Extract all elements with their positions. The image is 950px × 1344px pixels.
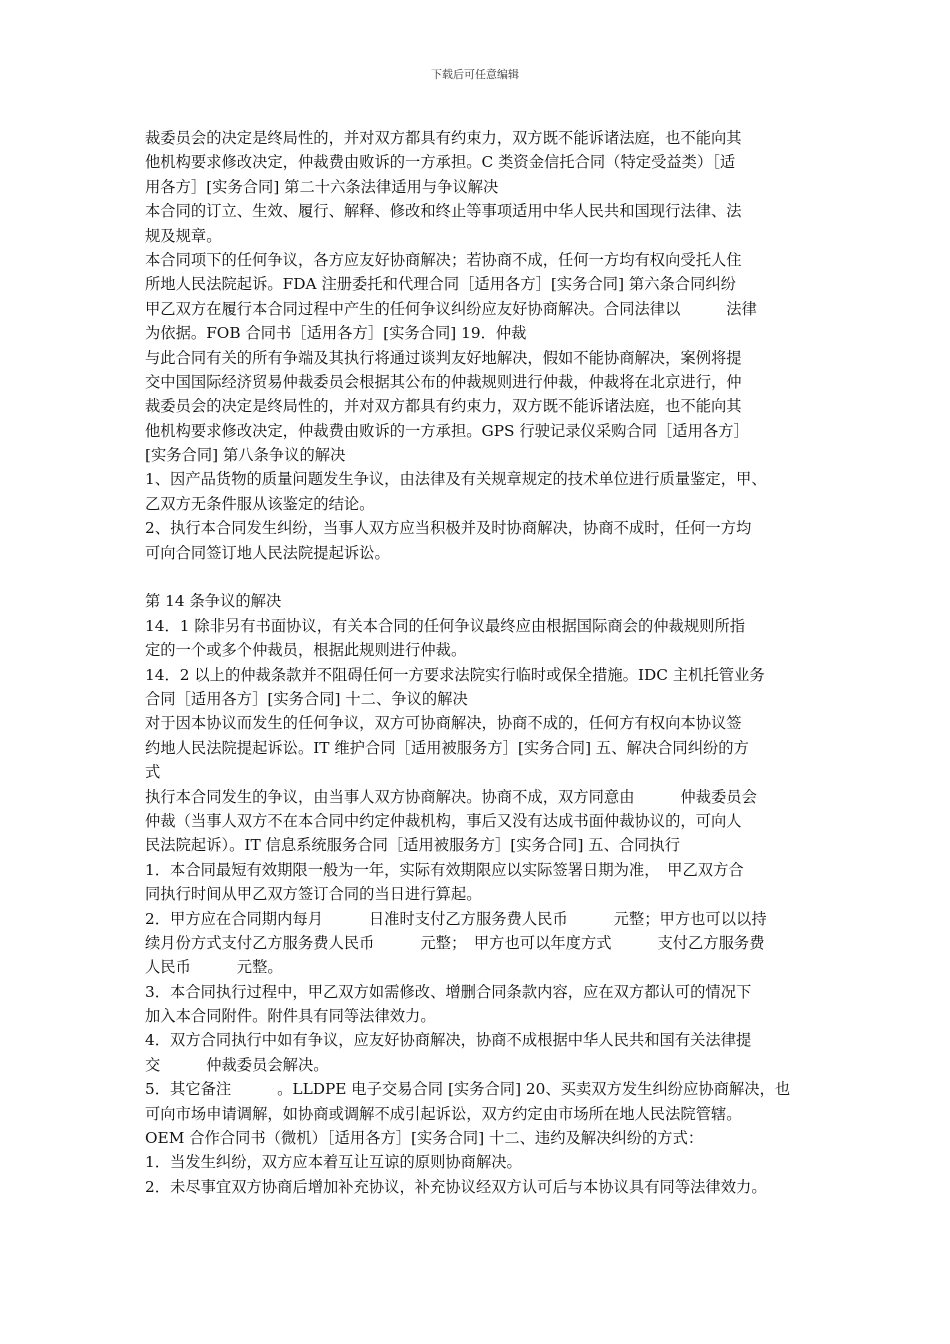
text-line: 与此合同有关的所有争端及其执行将通过谈判友好地解决，假如不能协商解决，案例将提 — [145, 348, 742, 367]
text-line: 交中国国际经济贸易仲裁委员会根据其公布的仲裁规则进行仲裁，仲裁将在北京进行，仲 — [145, 372, 742, 391]
text-line: 2、执行本合同发生纠纷，当事人双方应当积极并及时协商解决，协商不成时，任何一方均 — [145, 519, 752, 538]
text-line: 1、因产品货物的质量问题发生争议，由法律及有关规章规定的技术单位进行质量鉴定，甲、 — [145, 470, 767, 489]
text-line: 定的一个或多个仲裁员，根据此规则进行仲裁。 — [145, 641, 467, 660]
text-line: 裁委员会的决定是终局性的，并对双方都具有约束力，双方既不能诉诸法庭，也不能向其 — [145, 397, 742, 416]
text-line: 他机构要求修改决定，仲裁费由败诉的一方承担。GPS 行驶记录仪采购合同［适用各方］ — [145, 421, 749, 440]
text-line: 本合同项下的任何争议，各方应友好协商解决；若协商不成，任何一方均有权向受托人住 — [145, 250, 742, 269]
text-line: 5．其它备注 。LLDPE 电子交易合同 [实务合同] 20、买卖双方发生纠纷应协商解决，也 — [145, 1080, 791, 1099]
text-line: 所地人民法院起诉。FDA 注册委托和代理合同［适用各方］[实务合同] 第六条合同纠纷 — [145, 275, 736, 294]
text-line: 14．1 除非另有书面协议，有关本合同的任何争议最终应由根据国际商会的仲裁规则所指 — [145, 616, 746, 635]
text-line: 乙双方无条件服从该鉴定的结论。 — [145, 494, 375, 513]
text-line: 他机构要求修改决定，仲裁费由败诉的一方承担。C 类资金信托合同（特定受益类）［适 — [145, 153, 736, 172]
text-line: 同执行时间从甲乙双方签订合同的当日进行算起。 — [145, 885, 482, 904]
text-line: 甲乙双方在履行本合同过程中产生的任何争议纠纷应友好协商解决。合同法律以 法律 — [145, 299, 757, 318]
text-line: 对于因本协议而发生的任何争议，双方可协商解决，协商不成的，任何方有权向本协议签 — [145, 714, 742, 733]
text-line: 2．甲方应在合同期内每月 日准时支付乙方服务费人民币 元整；甲方也可以以持 — [145, 909, 767, 928]
document-body — [145, 126, 820, 1199]
text-line: 裁委员会的决定是终局性的，并对双方都具有约束力，双方既不能诉诸法庭，也不能向其 — [145, 129, 742, 147]
text-line: 交 仲裁委员会解决。 — [145, 1055, 329, 1074]
text-line: 4．双方合同执行中如有争议，应友好协商解决，协商不成根据中华人民共和国有关法律提 — [145, 1031, 752, 1050]
text-line: 3．本合同执行过程中，甲乙双方如需修改、增删合同条款内容，应在双方都认可的情况下 — [145, 982, 752, 1001]
page-header: 下载后可任意编辑 — [431, 68, 519, 81]
text-line: 加入本合同附件。附件具有同等法律效力。 — [145, 1007, 436, 1026]
text-line: 本合同的订立、生效、履行、解释、修改和终止等事项适用中华人民共和国现行法律、法 — [145, 202, 742, 221]
text-line: 规及规章。 — [145, 226, 222, 245]
text-line: 合同［适用各方］[实务合同] 十二、争议的解决 — [145, 689, 468, 708]
text-line: 2．未尽事宜双方协商后增加补充协议，补充协议经双方认可后与本协议具有同等法律效力。 — [145, 1177, 767, 1196]
text-line: 用各方］[实务合同] 第二十六条法律适用与争议解决 — [145, 177, 499, 196]
text-line: 14．2 以上的仲裁条款并不阻碍任何一方要求法院实行临时或保全措施。IDC 主机托管业务 — [145, 665, 765, 684]
text-line: 1．当发生纠纷，双方应本着互让互谅的原则协商解决。 — [145, 1153, 522, 1172]
text-line: 1．本合同最短有效期限一般为一年，实际有效期限应以实际签署日期为准， 甲乙双方合 — [145, 860, 744, 879]
text-line: 人民币 元整。 — [145, 958, 283, 977]
text-line: OEM 合作合同书（微机）［适用各方］[实务合同] 十二、违约及解决纠纷的方式： — [145, 1129, 704, 1148]
blank-line — [145, 565, 820, 589]
text-line: 可向合同签订地人民法院提起诉讼。 — [145, 543, 390, 562]
text-line: 为依据。FOB 合同书［适用各方］[实务合同] 19．仲裁 — [145, 324, 527, 343]
text-line: 式 — [145, 763, 161, 782]
text-line: [实务合同] 第八条争议的解决 — [145, 446, 346, 465]
text-line: 仲裁（当事人双方不在本合同中约定仲裁机构，事后又没有达成书面仲裁协议的，可向人 — [145, 811, 742, 830]
text-line: 第 14 条争议的解决 — [145, 592, 282, 611]
text-line: 执行本合同发生的争议，由当事人双方协商解决。协商不成，双方同意由 仲裁委员会 — [145, 787, 757, 806]
text-line: 可向市场申请调解，如协商或调解不成引起诉讼，双方约定由市场所在地人民法院管辖。 — [145, 1104, 742, 1123]
text-line: 续月份方式支付乙方服务费人民币 元整； 甲方也可以年度方式 支付乙方服务费 — [145, 933, 765, 952]
text-line: 民法院起诉）。IT 信息系统服务合同［适用被服务方］[实务合同] 五、合同执行 — [145, 836, 681, 855]
text-line: 约地人民法院提起诉讼。IT 维护合同［适用被服务方］[实务合同] 五、解决合同纠纷的方 — [145, 738, 749, 757]
